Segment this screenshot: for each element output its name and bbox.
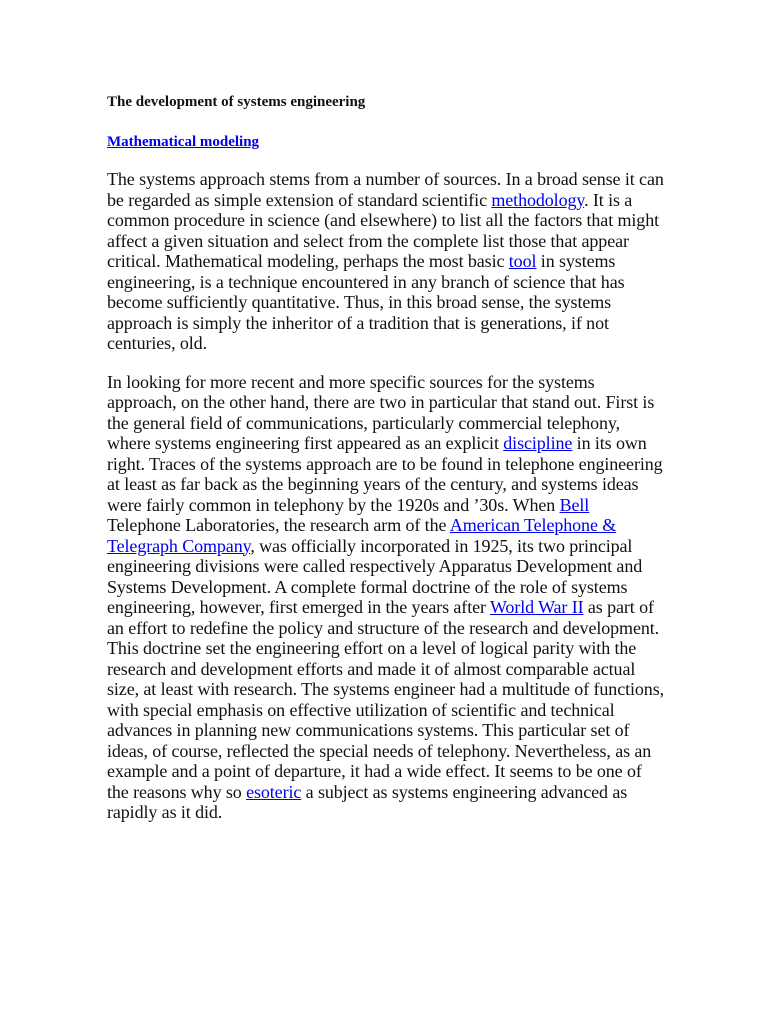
link-tool[interactable]: tool xyxy=(508,251,537,271)
link-att-company[interactable]: American Telephone & Telegraph Company xyxy=(107,515,617,556)
paragraph1-text-2: . It is a common procedure in science (and elsewhere) to list all the factors that might affect a given situation and select from the complete list those that appear critical. Mathematical modeling, perhaps the most basic xyxy=(107,189,660,271)
paragraph2-text-4: , was officially incorporated in 1925, its two principal engineering divisions were called respectively Apparatus Development and Systems Development. A complete formal doctrine of the role of systems engineering, however, first emerged in the years after xyxy=(107,535,643,617)
paragraph2-text-6: a subject as systems engineering advanced as rapidly as it did. xyxy=(107,781,628,822)
section-link-mathematical-modeling[interactable]: Mathematical modeling xyxy=(107,134,260,150)
link-bell[interactable]: Bell xyxy=(559,494,590,515)
link-world-war-ii[interactable]: World War II xyxy=(489,597,584,617)
paragraph2-text-2: in its own right. Traces of the systems approach are to be found in telephone engineering at least as far back as the beginning years of the century, and systems ideas were fairly common in telephony by the 1920s and ’30s. When xyxy=(107,433,663,515)
paragraph-systems-approach-sources xyxy=(107,169,667,354)
paragraph2-text-5: as part of an effort to redefine the policy and structure of the research and development. This doctrine set the engineering effort on a level of logical parity with the research and development efforts and made it of almost comparable actual size, at least with research. The systems engineer had a multitude of functions, with special emphasis on effective utilization of scientific and technical advances in planning new communications systems. This particular set of ideas, of course, reflected the special needs of telephony. Nevertheless, as an example and a point of departure, it had a wide effect. It seems to be one of the reasons why so xyxy=(107,597,664,802)
paragraph2-text-3: Telephone Laboratories, the research arm of the xyxy=(107,515,450,535)
link-esoteric[interactable]: esoteric xyxy=(246,781,302,802)
link-methodology[interactable]: methodology xyxy=(491,189,585,210)
document-page xyxy=(107,92,667,823)
paragraph2-text-1: In looking for more recent and more specific sources for the systems approach, on the other hand, there are two in particular that stand out. First is the general field of communications, particularly commercial telephony, where systems engineering first appeared as an explicit xyxy=(107,371,655,453)
document-title: The development of systems engineering xyxy=(107,94,366,110)
paragraph1-text-1: The systems approach stems from a number of sources. In a broad sense it can be regarded as simple extension of standard scientific xyxy=(107,169,664,210)
paragraph1-text-3: in systems engineering, is a technique encountered in any branch of science that has become sufficiently quantitative. Thus, in this broad sense, the systems approach is simply the inheritor of a tradition that is generations, if not centuries, old. xyxy=(107,251,625,353)
paragraph-recent-sources xyxy=(107,372,667,823)
link-discipline[interactable]: discipline xyxy=(503,433,573,453)
